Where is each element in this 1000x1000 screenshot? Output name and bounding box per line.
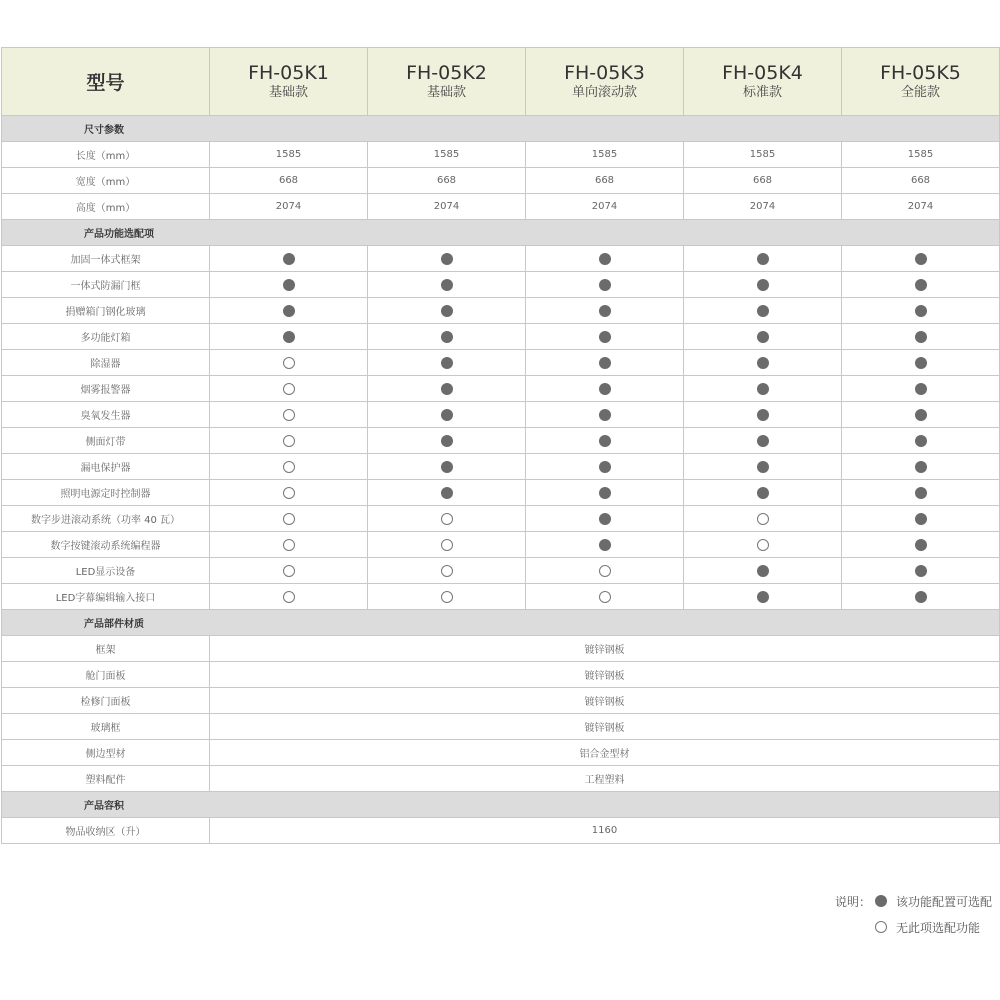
feature-cell [842, 350, 1000, 376]
row-label: 臭氧发生器 [2, 402, 210, 428]
feature-cell [368, 376, 526, 402]
filled-circle-icon [283, 279, 295, 291]
filled-circle-icon [757, 591, 769, 603]
feature-cell [842, 402, 1000, 428]
feature-cell [210, 272, 368, 298]
material-value: 镀锌钢板 [210, 662, 1000, 688]
empty-circle-icon [283, 409, 295, 421]
dimension-value: 1585 [842, 142, 1000, 168]
feature-row [2, 428, 1000, 454]
filled-circle-icon [441, 253, 453, 265]
feature-cell [210, 584, 368, 610]
section-title: 产品部件材质 [2, 610, 1000, 636]
feature-cell [368, 584, 526, 610]
feature-cell [842, 428, 1000, 454]
feature-cell [368, 454, 526, 480]
dimension-value: 2074 [210, 194, 368, 220]
material-value: 镀锌钢板 [210, 688, 1000, 714]
filled-circle-icon [441, 409, 453, 421]
feature-cell [526, 558, 684, 584]
dimension-value: 2074 [684, 194, 842, 220]
filled-circle-icon [757, 279, 769, 291]
filled-circle-icon [757, 357, 769, 369]
feature-row [2, 246, 1000, 272]
row-label: 玻璃框 [2, 714, 210, 740]
row-label: 舱门面板 [2, 662, 210, 688]
filled-circle-icon [441, 279, 453, 291]
material-value: 镀锌钢板 [210, 636, 1000, 662]
row-label: 数字按键滚动系统编程器 [2, 532, 210, 558]
model-col-k1 [210, 48, 368, 116]
model-name: FH-05K3 [564, 61, 645, 84]
row-label: LED字幕编辑输入接口 [2, 584, 210, 610]
feature-cell [368, 428, 526, 454]
row-label: 物品收纳区（升） [2, 818, 210, 844]
feature-cell [526, 454, 684, 480]
row-label: 除湿器 [2, 350, 210, 376]
model-subtitle: 全能款 [900, 84, 940, 100]
filled-circle-icon [757, 383, 769, 395]
filled-circle-icon [915, 565, 927, 577]
dimension-value: 2074 [526, 194, 684, 220]
empty-circle-icon [599, 591, 611, 603]
feature-cell [368, 298, 526, 324]
feature-row [2, 480, 1000, 506]
feature-cell [526, 584, 684, 610]
feature-cell [210, 454, 368, 480]
row-label: 加固一体式框架 [2, 246, 210, 272]
filled-circle-icon [757, 409, 769, 421]
feature-cell [684, 428, 842, 454]
filled-circle-icon [915, 487, 927, 499]
feature-cell [210, 428, 368, 454]
filled-circle-icon [599, 279, 611, 291]
feature-cell [210, 532, 368, 558]
row-label: 照明电源定时控制器 [2, 480, 210, 506]
row-label: 捐赠箱门钢化玻璃 [2, 298, 210, 324]
filled-circle-icon [915, 279, 927, 291]
dimension-value: 668 [368, 168, 526, 194]
feature-cell [368, 324, 526, 350]
feature-row [2, 532, 1000, 558]
feature-cell [842, 298, 1000, 324]
model-name: FH-05K5 [880, 61, 961, 84]
model-col-k5 [842, 48, 1000, 116]
empty-circle-icon [599, 565, 611, 577]
row-label: 多功能灯箱 [2, 324, 210, 350]
feature-cell [684, 402, 842, 428]
section-title: 产品功能选配项 [2, 220, 1000, 246]
row-label: 数字步进滚动系统（功率 40 瓦） [2, 506, 210, 532]
row-label: 塑料配件 [2, 766, 210, 792]
model-subtitle: 基础款 [426, 84, 466, 100]
filled-circle-icon [599, 487, 611, 499]
filled-circle-icon [599, 435, 611, 447]
feature-cell [684, 324, 842, 350]
feature-cell [842, 584, 1000, 610]
filled-circle-icon [441, 383, 453, 395]
feature-cell [368, 402, 526, 428]
section-header [2, 116, 1000, 142]
empty-circle-icon [283, 383, 295, 395]
row-label: 侧边型材 [2, 740, 210, 766]
filled-circle-icon [757, 305, 769, 317]
empty-circle-icon [283, 591, 295, 603]
model-name: FH-05K2 [406, 61, 487, 84]
feature-cell [526, 428, 684, 454]
empty-circle-icon [441, 513, 453, 525]
spec-table [1, 47, 1000, 844]
feature-cell [368, 506, 526, 532]
section-title: 尺寸参数 [2, 116, 1000, 142]
filled-circle-icon [915, 435, 927, 447]
feature-cell [210, 402, 368, 428]
feature-cell [684, 532, 842, 558]
dimension-value: 2074 [368, 194, 526, 220]
feature-cell [368, 558, 526, 584]
feature-cell [842, 532, 1000, 558]
model-heading-cell [2, 48, 210, 116]
model-subtitle: 标准款 [742, 84, 782, 100]
feature-cell [842, 454, 1000, 480]
material-row [2, 766, 1000, 792]
empty-circle-icon [441, 591, 453, 603]
feature-cell [526, 480, 684, 506]
feature-cell [842, 558, 1000, 584]
feature-cell [210, 350, 368, 376]
legend-empty-text: 无此项选配功能 [896, 920, 981, 935]
dimension-value: 668 [842, 168, 1000, 194]
feature-cell [210, 558, 368, 584]
model-col-k3 [526, 48, 684, 116]
filled-circle-icon [441, 487, 453, 499]
model-subtitle: 单向滚动款 [571, 84, 637, 100]
feature-cell [210, 506, 368, 532]
dimension-value: 2074 [842, 194, 1000, 220]
section-header [2, 610, 1000, 636]
feature-cell [368, 350, 526, 376]
row-label: 宽度（mm） [2, 168, 210, 194]
legend-title: 说明： [835, 894, 872, 909]
row-label: 长度（mm） [2, 142, 210, 168]
feature-cell [526, 298, 684, 324]
empty-circle-icon [283, 539, 295, 551]
material-value: 铝合金型材 [210, 740, 1000, 766]
feature-cell [842, 376, 1000, 402]
feature-row [2, 402, 1000, 428]
empty-circle-icon [757, 539, 769, 551]
filled-circle-icon [599, 253, 611, 265]
feature-cell [368, 272, 526, 298]
filled-circle-icon [757, 487, 769, 499]
filled-circle-icon [441, 357, 453, 369]
legend-row-empty [835, 914, 992, 940]
feature-cell [526, 532, 684, 558]
empty-circle-icon [283, 513, 295, 525]
row-label: 侧面灯带 [2, 428, 210, 454]
empty-circle-icon [283, 487, 295, 499]
filled-circle-icon [915, 591, 927, 603]
feature-cell [210, 246, 368, 272]
filled-circle-icon [915, 383, 927, 395]
filled-circle-icon [283, 331, 295, 343]
feature-cell [210, 480, 368, 506]
feature-row [2, 298, 1000, 324]
filled-circle-icon [441, 435, 453, 447]
model-col-k4 [684, 48, 842, 116]
empty-circle-icon [875, 921, 887, 933]
filled-circle-icon [757, 331, 769, 343]
row-label: 烟雾报警器 [2, 376, 210, 402]
feature-cell [526, 350, 684, 376]
row-label: 一体式防漏门框 [2, 272, 210, 298]
feature-cell [684, 272, 842, 298]
feature-cell [368, 532, 526, 558]
filled-circle-icon [599, 513, 611, 525]
filled-circle-icon [599, 539, 611, 551]
material-row [2, 740, 1000, 766]
filled-circle-icon [599, 409, 611, 421]
feature-cell [210, 298, 368, 324]
dimension-value: 668 [684, 168, 842, 194]
filled-circle-icon [599, 331, 611, 343]
filled-circle-icon [915, 409, 927, 421]
material-value: 工程塑料 [210, 766, 1000, 792]
section-title: 产品容积 [2, 792, 1000, 818]
material-row [2, 714, 1000, 740]
filled-circle-icon [757, 461, 769, 473]
dimension-row [2, 142, 1000, 168]
dimension-value: 1585 [684, 142, 842, 168]
feature-cell [842, 246, 1000, 272]
filled-circle-icon [875, 895, 887, 907]
feature-row [2, 506, 1000, 532]
empty-circle-icon [757, 513, 769, 525]
feature-cell [684, 584, 842, 610]
feature-cell [684, 454, 842, 480]
empty-circle-icon [283, 565, 295, 577]
row-label: 框架 [2, 636, 210, 662]
feature-cell [684, 480, 842, 506]
material-row [2, 662, 1000, 688]
filled-circle-icon [599, 305, 611, 317]
capacity-row [2, 818, 1000, 844]
capacity-value: 1160 [210, 818, 1000, 844]
filled-circle-icon [441, 461, 453, 473]
filled-circle-icon [915, 357, 927, 369]
filled-circle-icon [915, 513, 927, 525]
dimension-value: 668 [526, 168, 684, 194]
feature-cell [210, 324, 368, 350]
filled-circle-icon [441, 305, 453, 317]
feature-row [2, 454, 1000, 480]
feature-cell [842, 272, 1000, 298]
model-heading: 型号 [86, 72, 125, 94]
feature-cell [368, 480, 526, 506]
filled-circle-icon [915, 253, 927, 265]
filled-circle-icon [441, 331, 453, 343]
feature-cell [210, 376, 368, 402]
feature-cell [526, 324, 684, 350]
material-row [2, 688, 1000, 714]
material-value: 镀锌钢板 [210, 714, 1000, 740]
filled-circle-icon [599, 383, 611, 395]
feature-cell [842, 506, 1000, 532]
feature-cell [526, 246, 684, 272]
feature-cell [684, 558, 842, 584]
filled-circle-icon [599, 357, 611, 369]
material-row [2, 636, 1000, 662]
row-label: 检修门面板 [2, 688, 210, 714]
section-header [2, 792, 1000, 818]
filled-circle-icon [915, 539, 927, 551]
legend [835, 888, 992, 940]
dimension-value: 1585 [526, 142, 684, 168]
filled-circle-icon [915, 461, 927, 473]
row-label: 漏电保护器 [2, 454, 210, 480]
feature-row [2, 350, 1000, 376]
legend-filled-text: 该功能配置可选配 [896, 894, 993, 909]
header-row [2, 48, 1000, 116]
feature-cell [684, 298, 842, 324]
feature-cell [684, 350, 842, 376]
feature-row [2, 376, 1000, 402]
feature-row [2, 558, 1000, 584]
feature-cell [684, 246, 842, 272]
section-header [2, 220, 1000, 246]
empty-circle-icon [441, 565, 453, 577]
feature-cell [684, 376, 842, 402]
feature-row [2, 324, 1000, 350]
feature-row [2, 272, 1000, 298]
dimension-value: 1585 [210, 142, 368, 168]
feature-cell [368, 246, 526, 272]
feature-cell [526, 402, 684, 428]
filled-circle-icon [757, 435, 769, 447]
feature-cell [842, 324, 1000, 350]
empty-circle-icon [283, 435, 295, 447]
dimension-row [2, 194, 1000, 220]
filled-circle-icon [757, 253, 769, 265]
empty-circle-icon [283, 461, 295, 473]
legend-row-filled [835, 888, 992, 914]
filled-circle-icon [915, 331, 927, 343]
filled-circle-icon [283, 305, 295, 317]
empty-circle-icon [283, 357, 295, 369]
dimension-row [2, 168, 1000, 194]
feature-cell [526, 506, 684, 532]
dimension-value: 1585 [368, 142, 526, 168]
filled-circle-icon [915, 305, 927, 317]
model-name: FH-05K1 [248, 61, 329, 84]
feature-cell [526, 272, 684, 298]
empty-circle-icon [441, 539, 453, 551]
feature-row [2, 584, 1000, 610]
row-label: 高度（mm） [2, 194, 210, 220]
feature-cell [684, 506, 842, 532]
filled-circle-icon [283, 253, 295, 265]
model-name: FH-05K4 [722, 61, 803, 84]
feature-cell [526, 376, 684, 402]
model-subtitle: 基础款 [268, 84, 308, 100]
row-label: LED显示设备 [2, 558, 210, 584]
filled-circle-icon [599, 461, 611, 473]
model-col-k2 [368, 48, 526, 116]
dimension-value: 668 [210, 168, 368, 194]
feature-cell [842, 480, 1000, 506]
filled-circle-icon [757, 565, 769, 577]
